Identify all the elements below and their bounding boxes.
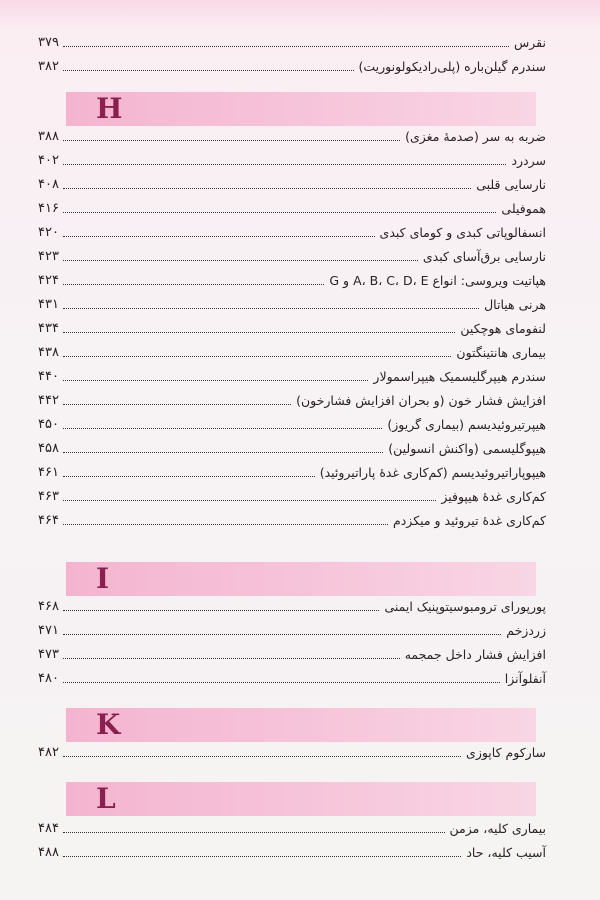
- leader-dots: [63, 331, 455, 333]
- toc-entry[interactable]: [38, 294, 546, 314]
- leader-dots: [63, 163, 507, 165]
- entry-title: هموفیلی: [501, 201, 546, 216]
- entry-title: هرنی هیاتال: [484, 297, 546, 312]
- leader-dots: [63, 379, 368, 381]
- leader-dots: [63, 855, 461, 857]
- leader-dots: [63, 235, 375, 237]
- toc-entry[interactable]: [38, 318, 546, 338]
- entry-title: سندرم هیپرگلیسمیک هیپراسمولار: [373, 369, 546, 384]
- toc-entry[interactable]: [38, 126, 546, 146]
- entry-page: ۴۴۲: [38, 393, 59, 408]
- entry-title: سارکوم کاپوزی: [466, 745, 546, 760]
- toc-entry[interactable]: [38, 342, 546, 362]
- entry-title: زردزخم: [506, 623, 546, 638]
- section-header-k: [66, 708, 536, 742]
- entry-page: ۳۸۲: [38, 59, 59, 74]
- leader-dots: [63, 633, 501, 635]
- leader-dots: [63, 523, 388, 525]
- entry-page: ۴۷۱: [38, 623, 59, 638]
- entry-page: ۴۸۴: [38, 821, 59, 836]
- leader-dots: [63, 403, 291, 405]
- toc-entry[interactable]: [38, 366, 546, 386]
- entry-title: نارسایی برق‌آسای کبدی: [422, 249, 546, 264]
- toc-entry[interactable]: [38, 620, 546, 640]
- entry-page: ۳۷۹: [38, 35, 59, 50]
- entry-page: ۴۲۴: [38, 273, 59, 288]
- leader-dots: [63, 139, 400, 141]
- leader-dots: [63, 45, 509, 47]
- toc-entry[interactable]: [38, 486, 546, 506]
- toc-entry[interactable]: [38, 510, 546, 530]
- toc-entry[interactable]: [38, 818, 546, 838]
- leader-dots: [63, 609, 380, 611]
- entry-title: افزایش فشار داخل جمجمه: [404, 647, 546, 662]
- leader-dots: [63, 355, 451, 357]
- entry-page: ۴۷۳: [38, 647, 59, 662]
- toc-entry[interactable]: [38, 462, 546, 482]
- entry-title: هیپرتیروئیدیسم (بیماری گریوز): [387, 417, 546, 432]
- entry-page: ۴۳۸: [38, 345, 59, 360]
- entry-title: بیماری کلیه، مزمن: [449, 821, 546, 836]
- entry-title: آسیب کلیه، حاد: [466, 845, 546, 860]
- entry-title: بیماری هانتینگتون: [456, 345, 546, 360]
- entry-title: کم‌کاری غدهٔ هیپوفیز: [441, 489, 546, 504]
- entry-page: ۴۵۸: [38, 441, 59, 456]
- toc-entry[interactable]: [38, 742, 546, 762]
- toc-entry[interactable]: [38, 198, 546, 218]
- toc-entry[interactable]: [38, 56, 546, 76]
- toc-entry[interactable]: [38, 842, 546, 862]
- entry-page: ۴۱۶: [38, 201, 59, 216]
- leader-dots: [63, 427, 382, 429]
- leader-dots: [63, 69, 354, 71]
- section-letter: I: [96, 562, 110, 595]
- entry-title: افزایش فشار خون (و بحران افزایش فشارخون): [296, 393, 546, 408]
- entry-page: ۴۳۴: [38, 321, 59, 336]
- toc-entry[interactable]: [38, 222, 546, 242]
- leader-dots: [63, 499, 436, 501]
- entry-title: سندرم گیلن‌باره (پلی‌رادیکولونوریت): [358, 59, 546, 74]
- leader-dots: [63, 475, 315, 477]
- toc-entry[interactable]: [38, 174, 546, 194]
- entry-title: پورپورای ترومبوسیتوپنیک ایمنی: [384, 599, 546, 614]
- entry-title: لنفومای هوچکین: [460, 321, 546, 336]
- leader-dots: [63, 755, 461, 757]
- section-letter: K: [96, 708, 121, 741]
- toc-entry[interactable]: [38, 246, 546, 266]
- entry-page: ۴۳۱: [38, 297, 59, 312]
- entry-page: ۴۵۰: [38, 417, 59, 432]
- entry-page: ۴۰۸: [38, 177, 59, 192]
- leader-dots: [63, 259, 418, 261]
- section-header-l: [66, 782, 536, 816]
- section-header-h: [66, 92, 536, 126]
- entry-page: ۴۸۲: [38, 745, 59, 760]
- toc-entry[interactable]: [38, 644, 546, 664]
- entry-page: ۴۶۴: [38, 513, 59, 528]
- leader-dots: [63, 211, 496, 213]
- entry-title: هپاتیت ویروسی: انواع A، B، C، D، E و G: [329, 273, 546, 288]
- entry-page: ۴۲۰: [38, 225, 59, 240]
- entry-page: ۴۸۸: [38, 845, 59, 860]
- entry-title: کم‌کاری غدهٔ تیروئید و میکزدم: [393, 513, 546, 528]
- entry-page: ۴۶۸: [38, 599, 59, 614]
- toc-entry[interactable]: [38, 270, 546, 290]
- section-header-i: [66, 562, 536, 596]
- entry-title: نارسایی قلبی: [476, 177, 546, 192]
- toc-entry[interactable]: [38, 596, 546, 616]
- toc-entry[interactable]: [38, 32, 546, 52]
- leader-dots: [63, 451, 383, 453]
- entry-page: ۳۸۸: [38, 129, 59, 144]
- entry-page: ۴۶۱: [38, 465, 59, 480]
- entry-title: آنفلوآنزا: [504, 671, 546, 686]
- entry-page: ۴۲۳: [38, 249, 59, 264]
- toc-entry[interactable]: [38, 438, 546, 458]
- leader-dots: [63, 657, 400, 659]
- entry-title: هیپوپاراتیروئیدیسم (کم‌کاری غدهٔ پاراتیروئید): [319, 465, 546, 480]
- toc-entry[interactable]: [38, 668, 546, 688]
- leader-dots: [63, 283, 324, 285]
- leader-dots: [63, 187, 471, 189]
- entry-title: هیپوگلیسمی (واکنش انسولین): [388, 441, 546, 456]
- entry-title: نقرس: [514, 35, 546, 50]
- entry-page: ۴۰۲: [38, 153, 59, 168]
- leader-dots: [63, 831, 445, 833]
- section-letter: L: [96, 782, 116, 815]
- entry-page: ۴۴۰: [38, 369, 59, 384]
- leader-dots: [63, 307, 479, 309]
- leader-dots: [63, 681, 500, 683]
- entry-page: ۴۸۰: [38, 671, 59, 686]
- toc-entry[interactable]: [38, 150, 546, 170]
- entry-title: انسفالوپاتی کبدی و کومای کبدی: [379, 225, 546, 240]
- section-letter: H: [96, 92, 123, 125]
- toc-entry[interactable]: [38, 414, 546, 434]
- entry-page: ۴۶۳: [38, 489, 59, 504]
- entry-title: ضربه به سر (صدمهٔ مغزی): [405, 129, 546, 144]
- top-decor-band: [0, 0, 600, 30]
- toc-entry[interactable]: [38, 390, 546, 410]
- entry-title: سردرد: [511, 153, 546, 168]
